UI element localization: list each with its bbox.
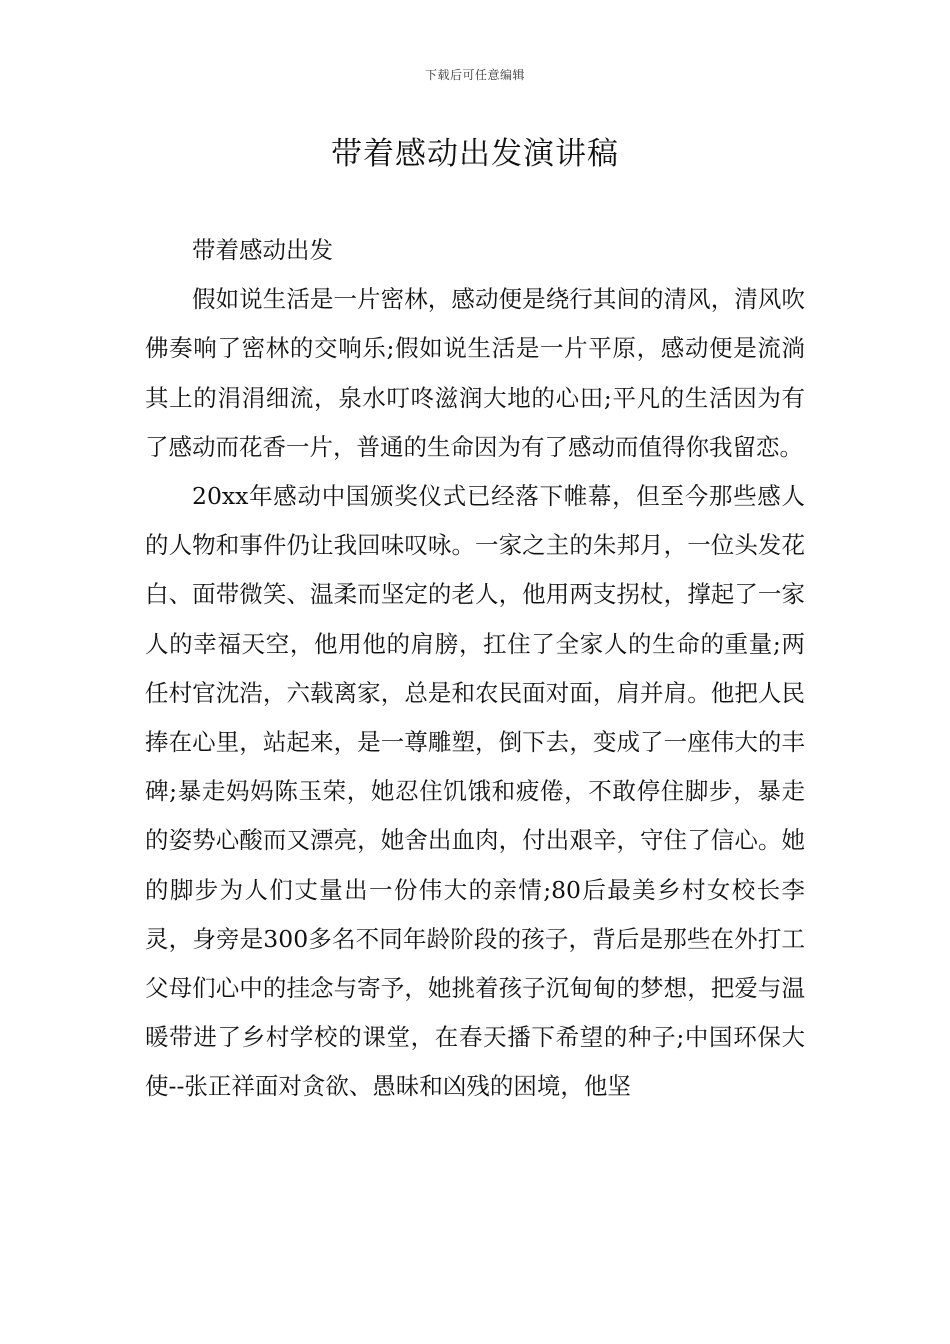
paragraph: 假如说生活是一片密林，感动便是绕行其间的清风，清风吹佛奏响了密林的交响乐;假如说生活是一片平原，感动便是流淌其上的涓涓细流，泉水叮咚滋润大地的心田;平凡的生活因为有了感动而花香一片，普通的生命因为有了感动而值得你我留恋。: [145, 285, 805, 461]
document-title: 带着感动出发演讲稿: [331, 136, 619, 172]
paragraph-subtitle: 带着感动出发: [192, 236, 333, 264]
header-note: 下载后可任意编辑: [424, 68, 525, 82]
paragraph: 20xx年感动中国颁奖仪式已经落下帷幕，但至今那些感人的人物和事件仍让我回味叹咏。一家之主的朱邦月，一位头发花白、面带微笑、温柔而坚定的老人，他用两支拐杖，撑起了一家人的幸福天空，他用他的肩膀，扛住了全家人的生命的重量;两任村官沈浩，六载离家，总是和农民面对面，肩并肩。他把人民捧在心里，站起来，是一尊雕塑，倒下去，变成了一座伟大的丰碑;暴走妈妈陈玉荣，她忍住饥饿和疲倦，不敢停住脚步，暴走的姿势心酸而又漂亮，她舍出血肉，付出艰辛，守住了信心。她的脚步为人们丈量出一份伟大的亲情;80后最美乡村女校长李灵，身旁是300多名不同年龄阶段的孩子，背后是那些在外打工父母们心中的挂念与寄予，她挑着孩子沉甸甸的梦想，把爱与温暖带进了乡村学校的课堂，在春天播下希望的种子;中国环保大使--张正祥面对贪欲、愚昧和凶残的困境，他坚: [145, 482, 805, 1101]
document-body: [145, 226, 805, 1112]
